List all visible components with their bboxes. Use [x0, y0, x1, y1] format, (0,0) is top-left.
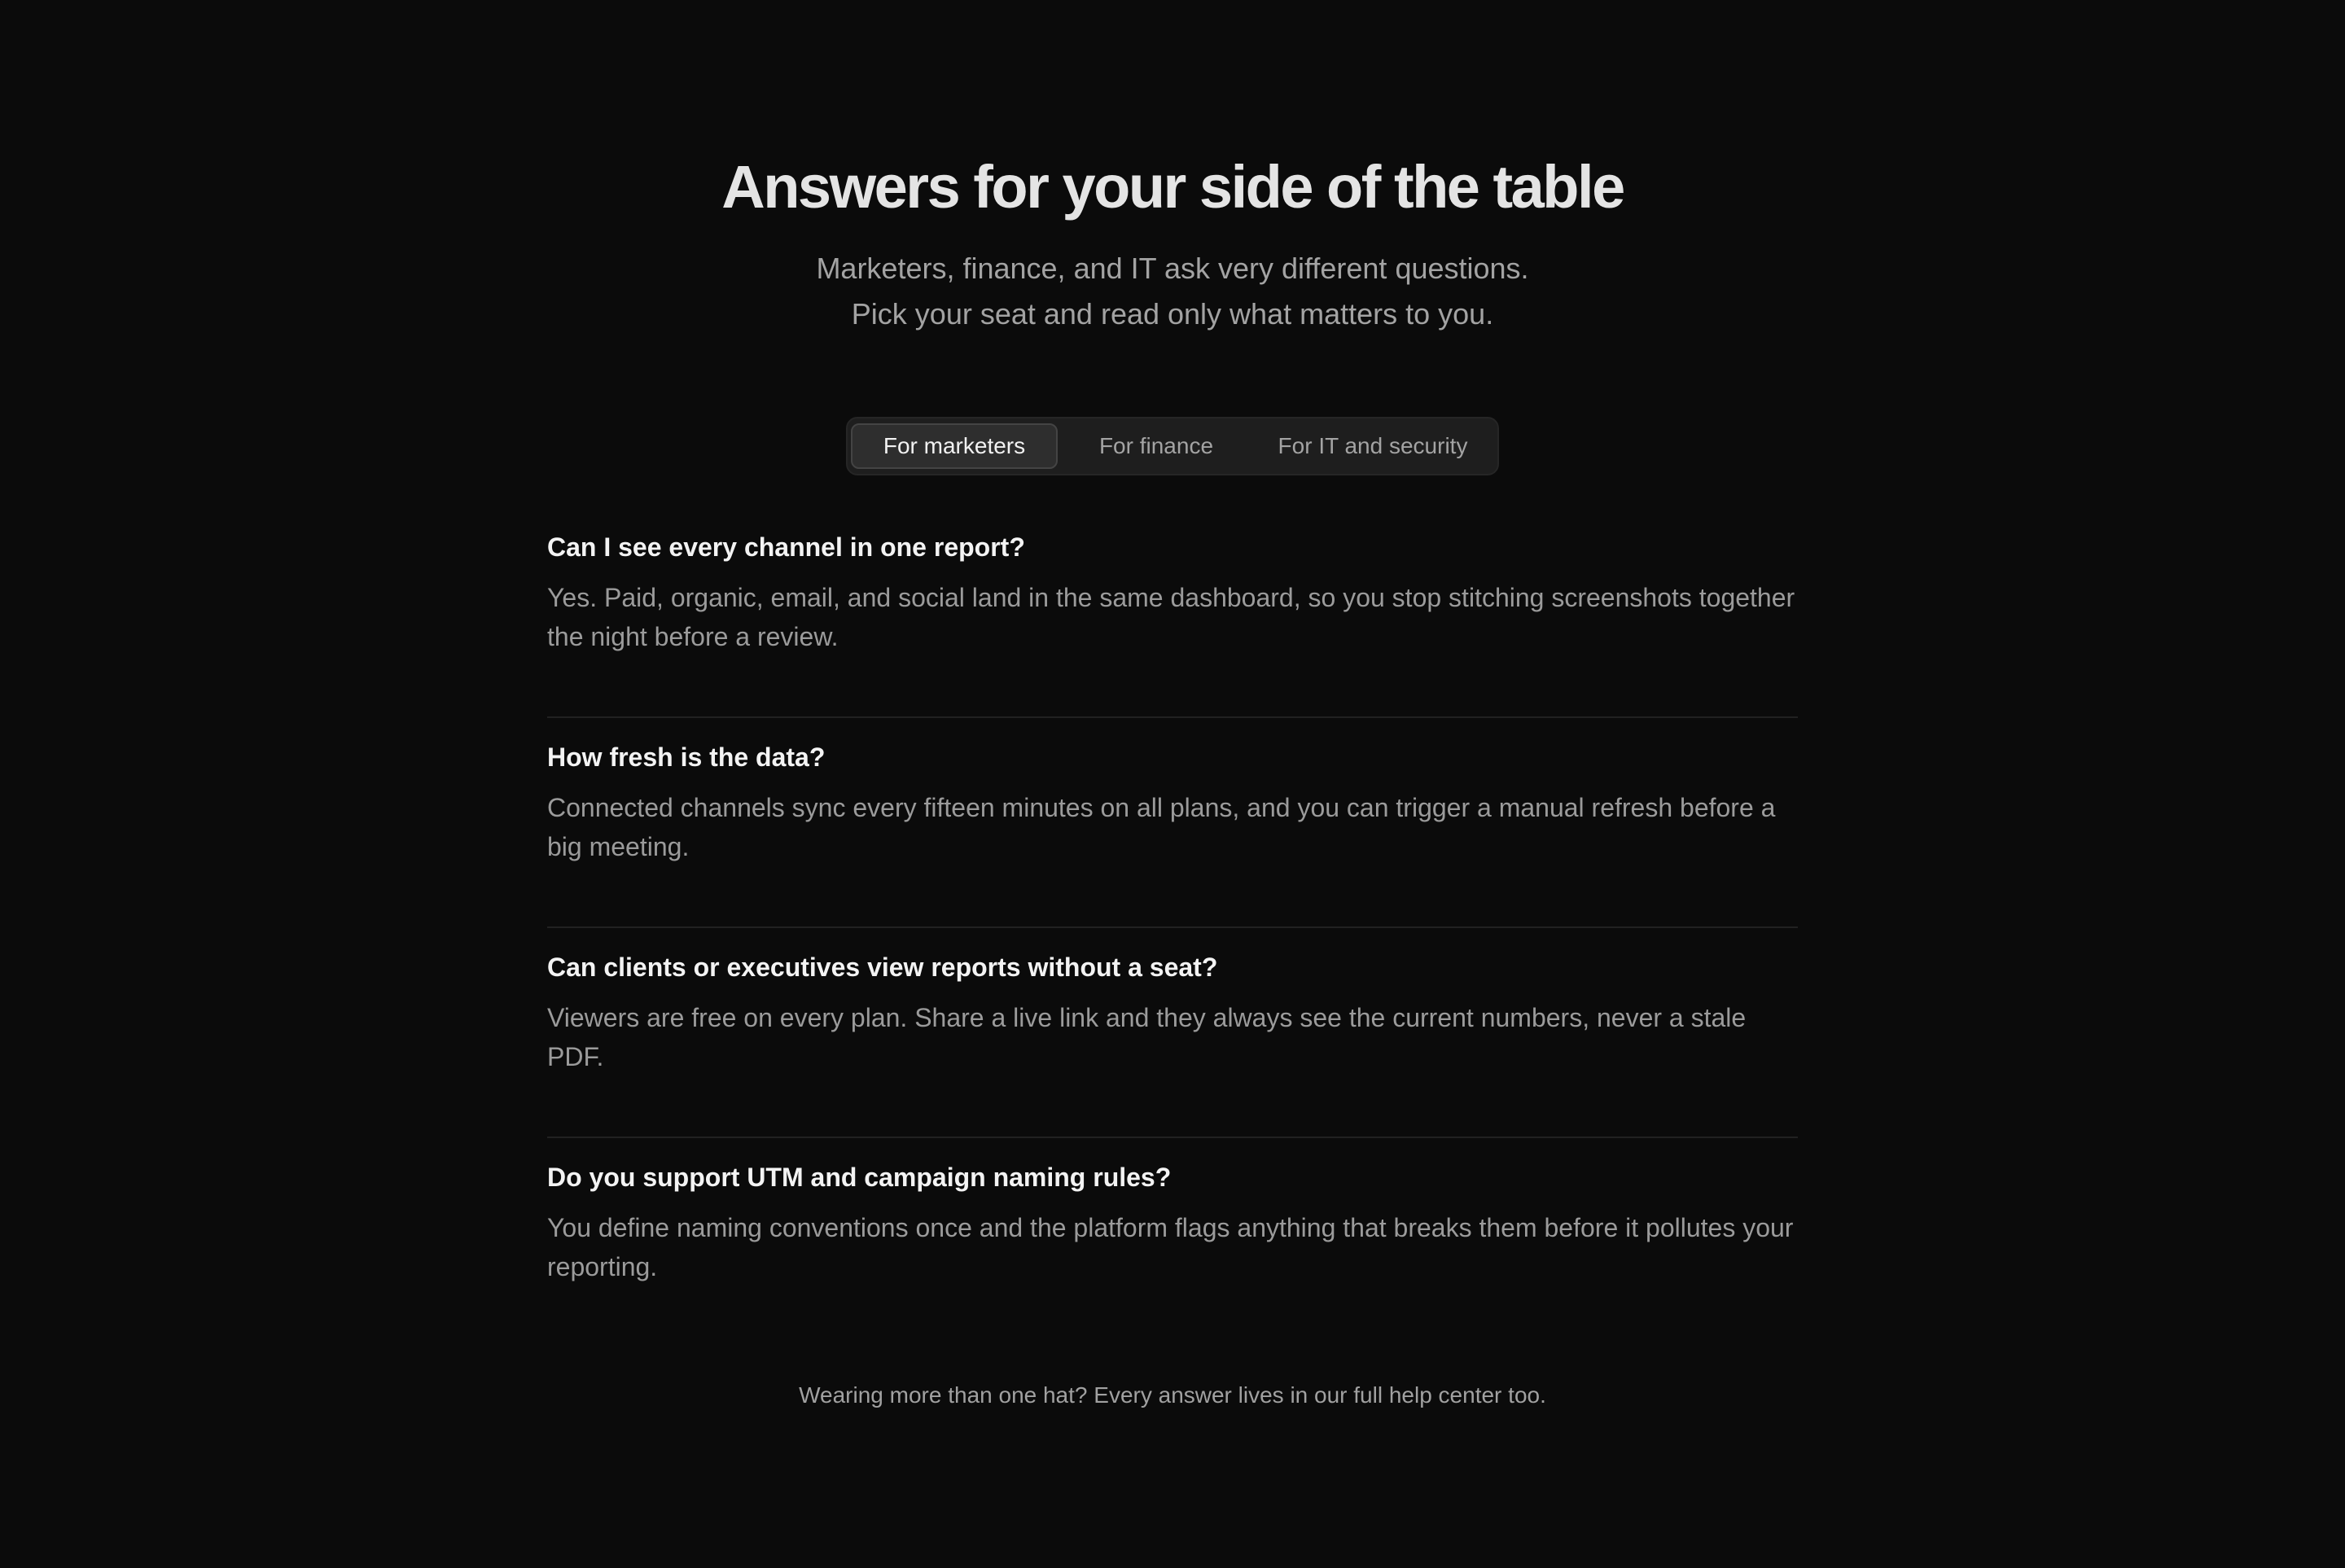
faq-question: Can I see every channel in one report?	[547, 532, 1025, 562]
faq-answer: Yes. Paid, organic, email, and social land in the same dashboard, so you stop stitching screenshots together the night before a review.	[547, 583, 1795, 651]
audience-tabs	[846, 417, 1499, 475]
faq-answer: Viewers are free on every plan. Share a live link and they always see the current numbers, never a stale PDF.	[547, 1003, 1747, 1071]
subtitle-line-1: Marketers, finance, and IT ask very different questions.	[816, 252, 1529, 285]
faq-item	[547, 1138, 1798, 1348]
tab-for-it-and-security[interactable]: For IT and security	[1278, 433, 1468, 458]
faq-item	[547, 928, 1798, 1138]
page-subtitle	[0, 246, 2345, 337]
tab-for-marketers[interactable]: For marketers	[851, 423, 1058, 469]
faq-question: How fresh is the data?	[547, 742, 826, 772]
tab-for-finance[interactable]: For finance	[1098, 433, 1214, 458]
faq-answer: Connected channels sync every fifteen minutes on all plans, and you can trigger a manual refresh before a big meeting.	[547, 793, 1776, 861]
faq-question: Do you support UTM and campaign naming rules?	[547, 1163, 1172, 1192]
faq-question: Can clients or executives view reports without a seat?	[547, 953, 1218, 982]
subtitle-line-2: Pick your seat and read only what matters to you.	[851, 297, 1494, 331]
faq-list	[547, 508, 1798, 1348]
page-title: Answers for your side of the table	[721, 153, 1624, 221]
help-center-note: Wearing more than one hat? Every answer lives in our full help center too.	[799, 1382, 1546, 1408]
faq-answer: You define naming conventions once and the platform flags anything that breaks them before it pollutes your reporting.	[547, 1213, 1794, 1281]
faq-item	[547, 718, 1798, 928]
faq-item	[547, 508, 1798, 718]
